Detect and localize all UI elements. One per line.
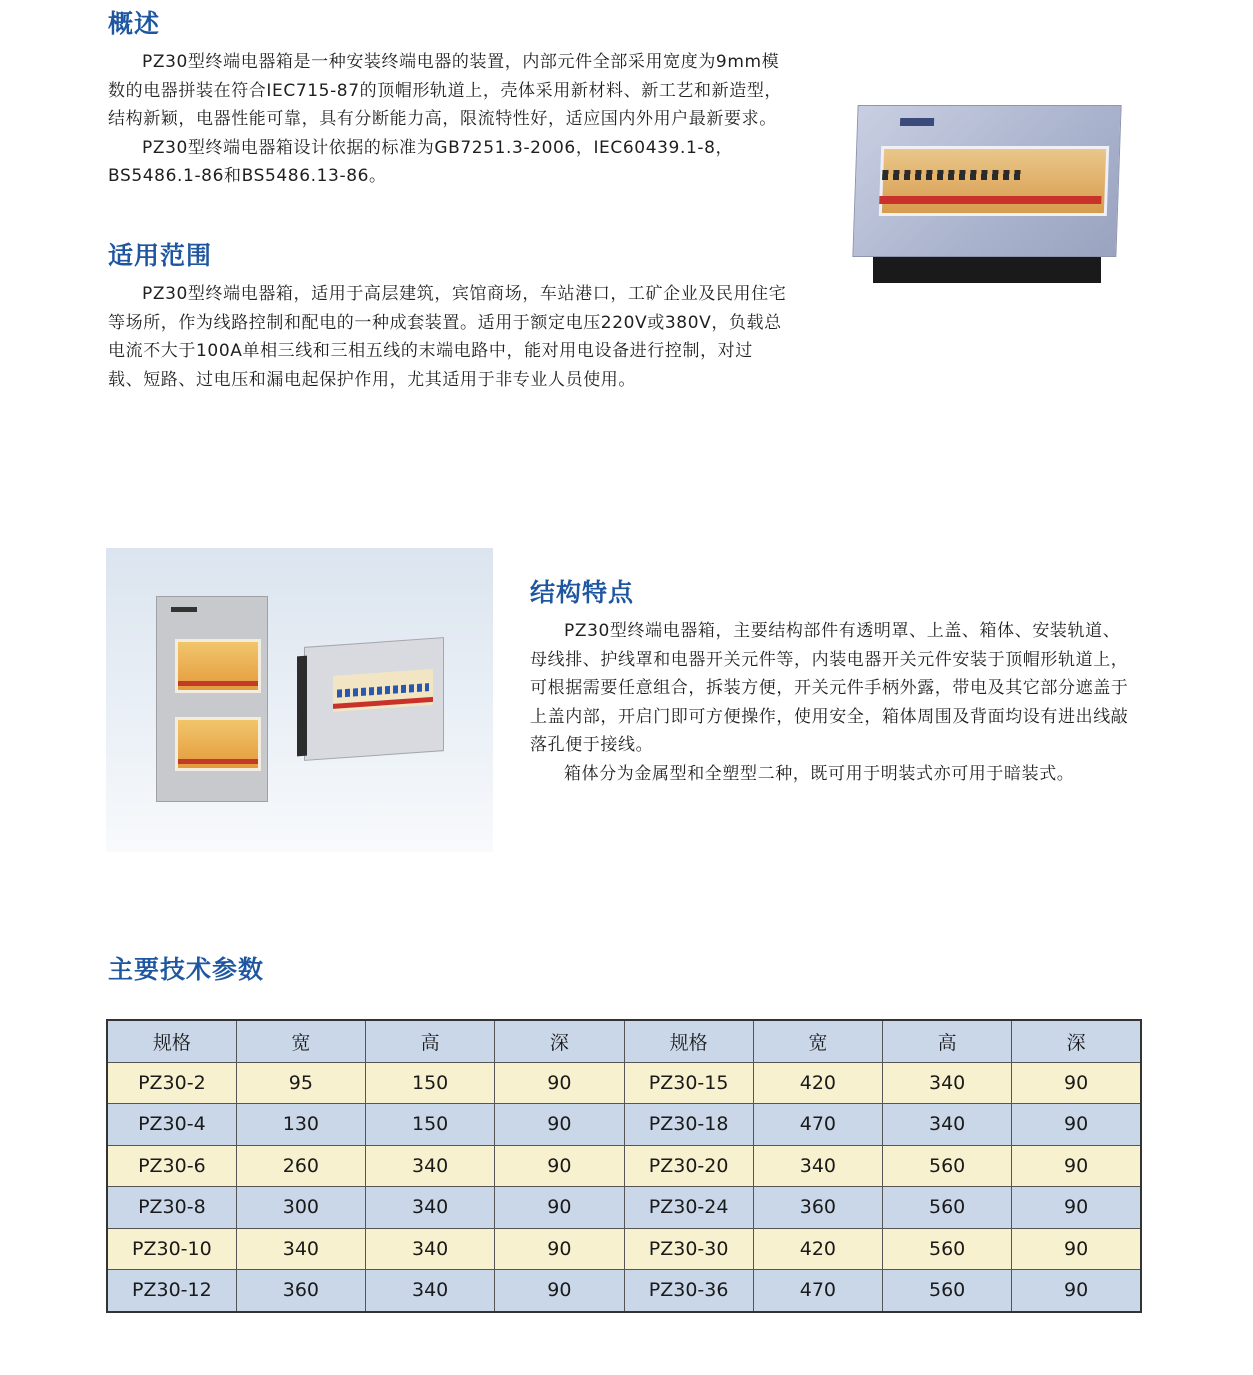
table-cell: 90 (1012, 1104, 1141, 1146)
table-cell: 90 (1012, 1187, 1141, 1229)
table-row (107, 1228, 1141, 1270)
overview-text (108, 48, 788, 191)
col-height-1: 高 (366, 1020, 495, 1062)
table-row (107, 1062, 1141, 1104)
table-cell: 150 (366, 1104, 495, 1146)
red-strip (178, 759, 258, 764)
table-cell: 90 (495, 1062, 624, 1104)
table-cell: 90 (1012, 1228, 1141, 1270)
col-height-2: 高 (883, 1020, 1012, 1062)
open-cabinet (304, 637, 444, 761)
table-cell: 90 (495, 1104, 624, 1146)
box-nameplate (900, 118, 934, 126)
table-cell: 560 (883, 1145, 1012, 1187)
params-heading: 主要技术参数 (108, 955, 265, 984)
product-photo-flush-box (855, 105, 1123, 285)
structure-paragraph-2: 箱体分为金属型和全塑型二种，既可用于明装式亦可用于暗装式。 (564, 763, 1075, 784)
col-width-2: 宽 (753, 1020, 882, 1062)
table-cell: 340 (236, 1228, 365, 1270)
product-photo-cabinets (106, 548, 493, 852)
box-base (873, 255, 1101, 283)
breaker-row (882, 170, 1022, 180)
table-cell: 340 (883, 1062, 1012, 1104)
table-cell: PZ30-8 (107, 1187, 236, 1229)
col-depth-1: 深 (495, 1020, 624, 1062)
table-cell: 340 (753, 1145, 882, 1187)
scope-heading: 适用范围 (108, 241, 213, 270)
box-lid (852, 105, 1121, 257)
table-cell: 340 (366, 1187, 495, 1229)
table-cell: 90 (495, 1187, 624, 1229)
col-spec-1: 规格 (107, 1020, 236, 1062)
table-cell: 300 (236, 1187, 365, 1229)
table-cell: PZ30-18 (624, 1104, 753, 1146)
table-row (107, 1187, 1141, 1229)
table-cell: 90 (1012, 1270, 1141, 1312)
table-cell: 90 (1012, 1062, 1141, 1104)
table-cell: 340 (883, 1104, 1012, 1146)
table-cell: PZ30-36 (624, 1270, 753, 1312)
table-cell: 560 (883, 1270, 1012, 1312)
table-cell: 470 (753, 1104, 882, 1146)
structure-paragraph-1: PZ30型终端电器箱，主要结构部件有透明罩、上盖、箱体、安装轨道、母线排、护线罩和电器开关元件等，内装电器开关元件安装于顶帽形轨道上，可根据需要任意组合，拆装方便，开关元件手柄外露，带电及其它部分遮盖于上盖内部，开启门即可方便操作，使用安全，箱体周围及背面均设有进出线敲落孔便于接线。 (530, 621, 1129, 755)
col-depth-2: 深 (1012, 1020, 1141, 1062)
wall-cabinet-tall (156, 596, 268, 802)
table-cell: 90 (495, 1270, 624, 1312)
cabinet-side (297, 656, 307, 757)
box-window (879, 146, 1109, 216)
table-cell: PZ30-15 (624, 1062, 753, 1104)
table-cell: PZ30-6 (107, 1145, 236, 1187)
cabinet-window-upper (175, 639, 261, 693)
table-cell: 560 (883, 1187, 1012, 1229)
breaker-red-strip (879, 196, 1101, 204)
scope-paragraph-1: PZ30型终端电器箱，适用于高层建筑，宾馆商场，车站港口，工矿企业及民用住宅等场所，作为线路控制和配电的一种成套装置。适用于额定电压220V或380V，负载总电流不大于100A单相三线和三相五线的末端电路中，能对用电设备进行控制，对过载、短路、过电压和漏电起保护作用，尤其适用于非专业人员使用。 (108, 284, 787, 390)
table-cell: 95 (236, 1062, 365, 1104)
overview-paragraph-1: PZ30型终端电器箱是一种安装终端电器的装置，内部元件全部采用宽度为9mm模数的电器拼装在符合IEC715-87的顶帽形轨道上，壳体采用新材料、新工艺和新造型，结构新颖，电器性能可靠，具有分断能力高，限流特性好，适应国内外用户最新要求。 (108, 52, 783, 129)
table-cell: 90 (495, 1228, 624, 1270)
cabinet-nameplate (171, 607, 197, 612)
table-header-row (107, 1020, 1141, 1062)
table-cell: PZ30-24 (624, 1187, 753, 1229)
table-cell: 260 (236, 1145, 365, 1187)
table-row (107, 1270, 1141, 1312)
table-cell: 340 (366, 1145, 495, 1187)
table-cell: 130 (236, 1104, 365, 1146)
col-width-1: 宽 (236, 1020, 365, 1062)
table-cell: 360 (236, 1270, 365, 1312)
structure-text (530, 617, 1130, 788)
table-cell: PZ30-4 (107, 1104, 236, 1146)
table-cell: PZ30-30 (624, 1228, 753, 1270)
table-cell: 150 (366, 1062, 495, 1104)
table-cell: PZ30-12 (107, 1270, 236, 1312)
table-cell: 420 (753, 1062, 882, 1104)
table-cell: 420 (753, 1228, 882, 1270)
structure-heading: 结构特点 (530, 578, 635, 607)
table-cell: 470 (753, 1270, 882, 1312)
table-cell: 560 (883, 1228, 1012, 1270)
overview-paragraph-2: PZ30型终端电器箱设计依据的标准为GB7251.3-2006，IEC60439.1-8，BS5486.1-86和BS5486.13-86。 (108, 137, 734, 186)
table-cell: 90 (1012, 1145, 1141, 1187)
table-row (107, 1145, 1141, 1187)
table-cell: 360 (753, 1187, 882, 1229)
scope-text (108, 280, 788, 394)
table-row (107, 1104, 1141, 1146)
cabinet-window-lower (175, 717, 261, 771)
table-cell: PZ30-20 (624, 1145, 753, 1187)
overview-heading: 概述 (108, 9, 161, 38)
table-cell: PZ30-2 (107, 1062, 236, 1104)
table-cell: 340 (366, 1270, 495, 1312)
table-cell: PZ30-10 (107, 1228, 236, 1270)
table-cell: 340 (366, 1228, 495, 1270)
spec-table (106, 1019, 1142, 1313)
red-strip (178, 681, 258, 686)
table-cell: 90 (495, 1145, 624, 1187)
col-spec-2: 规格 (624, 1020, 753, 1062)
